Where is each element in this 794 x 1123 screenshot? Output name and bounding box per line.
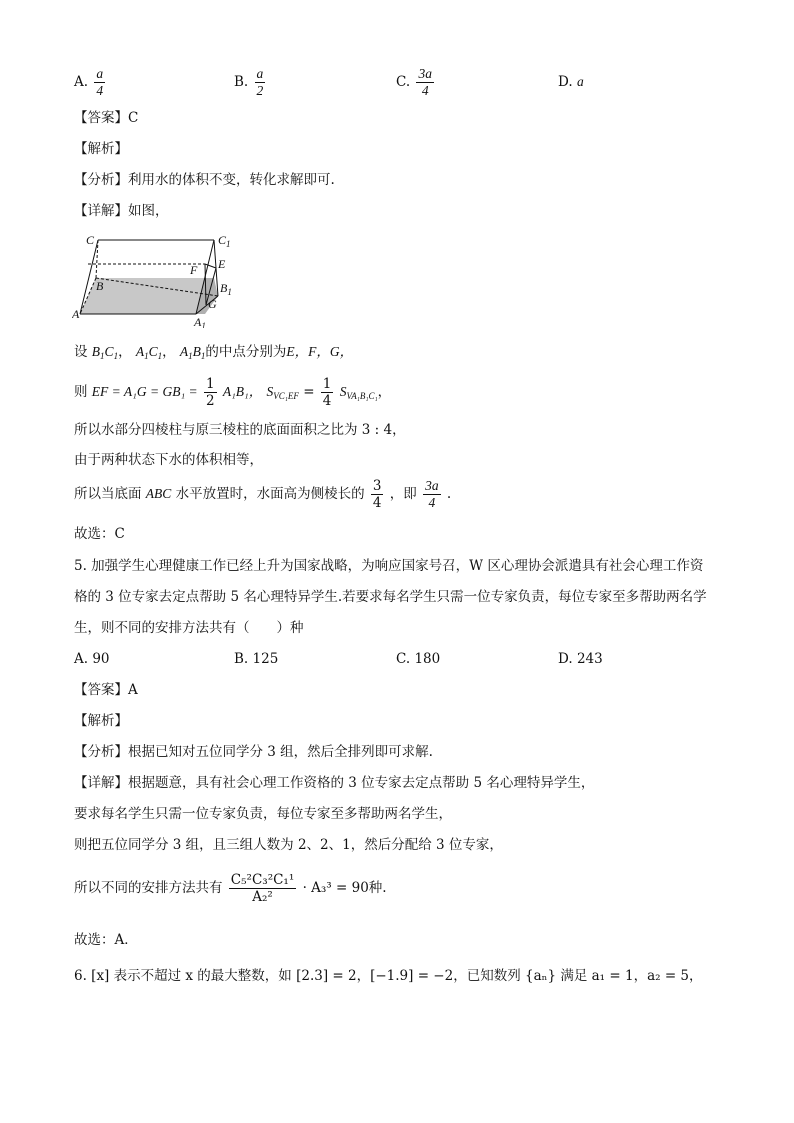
q4-option-c — [396, 66, 436, 99]
q5-text3: 生，则不同的安排方法共有（ ）种 — [74, 620, 304, 636]
q5-text2: 格的 3 位专家去定点帮助 5 名心理特异学生.若要求每名学生只需一位专家负责，每位专家至多帮助两名学 — [74, 589, 707, 605]
fraction-three-quarters: $\frac{3}{4}$ — [372, 478, 382, 511]
option-letter: C. — [396, 74, 411, 90]
option-fraction: $\frac{a}{4}$ — [96, 66, 104, 98]
combination-fraction: $\frac{\text{C₅²C₃²C₁¹}}{\text{A₂²}}$ — [230, 872, 295, 905]
q5-line3: 则把五位同学分 3 组，且三组人数为 2、2、1，然后分配给 3 位专家， — [74, 837, 503, 853]
q5-select: 故选：A． — [74, 932, 138, 948]
q5-line2: 要求每名学生只需一位专家负责，每位专家至多帮助两名学生， — [74, 806, 452, 822]
fraction-half: $\frac{1}{2}$ — [205, 376, 215, 409]
label-B1: $B_1$ — [220, 281, 232, 297]
fraction-3a-over-4: $\frac{3a}{4}$ — [425, 478, 439, 510]
q4-line4: 由于两种状态下水的体积相等， — [74, 452, 263, 468]
option-letter: B. — [234, 74, 249, 90]
prism-figure — [72, 228, 242, 328]
label-A1: $A_1$ — [194, 315, 206, 328]
q4-option-d — [558, 72, 584, 92]
label-C: C — [86, 233, 95, 247]
q4-line2: 则 EF = A₁G = GB₁ = $\frac{1}{2}$ A₁B₁， $S_{VC_1EF}$ = $\frac{1}{4}$ $S_{VA_1B_1C_1}$， — [74, 376, 392, 409]
label-G: G — [208, 297, 217, 311]
q4-analysis-label: 【解析】 — [74, 141, 128, 157]
q5-xiangjie: 【详解】根据题意，具有社会心理工作资格的 3 位专家去定点帮助 5 名心理特异学生， — [74, 775, 595, 791]
q5-answer: 【答案】A — [74, 682, 138, 698]
option-letter: A. — [74, 74, 89, 90]
q4-xiangjie: 【详解】如图， — [74, 203, 169, 219]
q4-answer: 【答案】C — [74, 110, 139, 126]
q4-line3: 所以水部分四棱柱与原三棱柱的底面面积之比为 3 : 4， — [74, 422, 406, 438]
q5-option-b: B. 125 — [234, 651, 279, 667]
label-A: A — [72, 307, 80, 321]
label-F: F — [190, 263, 198, 277]
q4-select: 故选：C — [74, 526, 125, 542]
label-E: E — [218, 257, 226, 271]
q5-option-a: A. 90 — [74, 651, 110, 667]
fraction-quarter: $\frac{1}{4}$ — [322, 376, 332, 409]
q5-fenxi: 【分析】根据已知对五位同学分 3 组，然后全排列即可求解. — [74, 744, 433, 760]
q5-text1: 5. 加强学生心理健康工作已经上升为国家战略，为响应国家号召，W 区心理协会派遣具有社会心理工作资 — [74, 558, 704, 574]
q4-option-b — [234, 66, 267, 99]
option-fraction: $\frac{a}{2}$ — [256, 66, 264, 98]
q5-option-d: D. 243 — [558, 651, 603, 667]
q5-option-c: C. 180 — [396, 651, 441, 667]
q4-option-a — [74, 66, 107, 99]
option-letter: D. — [558, 74, 573, 90]
q4-fenxi: 【分析】利用水的体积不变，转化求解即可. — [74, 172, 335, 188]
q4-line5: 所以当底面 ABC 水平放置时，水面高为侧棱长的 $\frac{3}{4}$ ，即 $\frac{3a}{4}$ . — [74, 478, 452, 511]
q4-line1: 设 $B_1C_1$， $A_1C_1$， $A_1B_1$的中点分别为E，F，G， — [74, 344, 354, 361]
label-C1: $C_1$ — [218, 233, 231, 249]
q6-text: 6. [x] 表示不超过 x 的最大整数，如 [2.3] = 2，[−1.9] = −2，已知数列 {aₙ} 满足 a₁ = 1，a₂ = 5， — [74, 968, 703, 984]
q5-line4: 所以不同的安排方法共有 $\frac{\text{C₅²C₃²C₁¹}}{\text{A₂²}}$ · A₃³ = 90种. — [74, 872, 387, 905]
label-B: B — [96, 279, 104, 293]
q5-analysis-label: 【解析】 — [74, 713, 128, 729]
option-fraction: $\frac{3a}{4}$ — [418, 66, 432, 98]
option-value: a — [576, 74, 584, 89]
